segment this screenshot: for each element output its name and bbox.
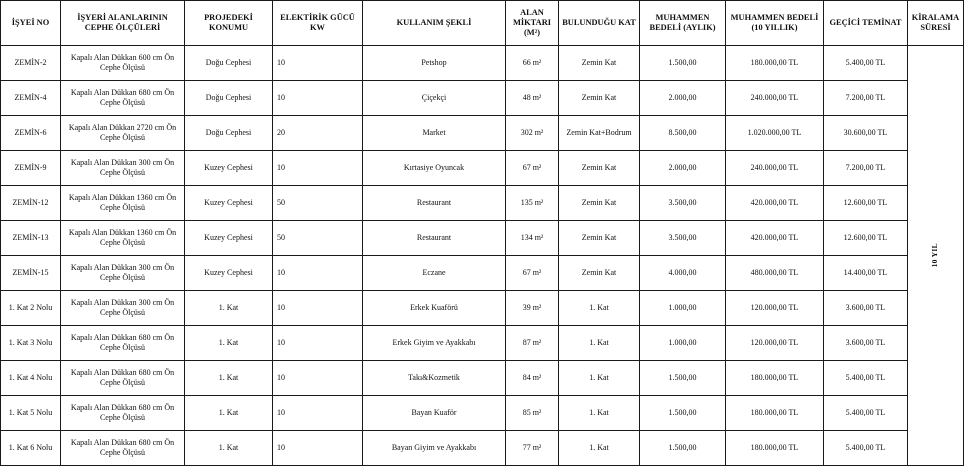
cell-monthly: 1.500,00 <box>640 46 726 81</box>
cell-deposit: 12.600,00 TL <box>824 221 908 256</box>
cell-position: 1. Kat <box>185 431 273 466</box>
cell-position: Doğu Cephesi <box>185 46 273 81</box>
table-row <box>1 151 964 186</box>
cell-unit-no: 1. Kat 6 Nolu <box>1 431 61 466</box>
cell-area-desc: Kapalı Alan Dükkan 680 cm Ön Cephe Ölçüsü <box>61 361 185 396</box>
table-row <box>1 256 964 291</box>
cell-area-desc: Kapalı Alan Dükkan 680 cm Ön Cephe Ölçüsü <box>61 431 185 466</box>
cell-usage: Erkek Kuaförü <box>363 291 506 326</box>
cell-floor: Zemin Kat <box>559 46 640 81</box>
cell-ten-year: 1.020.000,00 TL <box>726 116 824 151</box>
cell-position: Kuzey Cephesi <box>185 186 273 221</box>
cell-deposit: 12.600,00 TL <box>824 186 908 221</box>
cell-monthly: 3.500,00 <box>640 186 726 221</box>
cell-position: Kuzey Cephesi <box>185 221 273 256</box>
cell-size: 67 m² <box>506 256 559 291</box>
header-area-desc: İŞYERİ ALANLARININ CEPHE ÖLÇÜLERİ <box>61 1 185 46</box>
table-row <box>1 291 964 326</box>
cell-ten-year: 180.000,00 TL <box>726 46 824 81</box>
cell-power: 10 <box>273 46 363 81</box>
cell-unit-no: 1. Kat 4 Nolu <box>1 361 61 396</box>
cell-size: 85 m² <box>506 396 559 431</box>
cell-monthly: 2.000,00 <box>640 81 726 116</box>
cell-power: 10 <box>273 431 363 466</box>
header-row <box>1 1 964 46</box>
header-power: ELEKTİRİK GÜCÜ KW <box>273 1 363 46</box>
cell-lease-period <box>908 46 964 466</box>
table-row <box>1 326 964 361</box>
cell-ten-year: 180.000,00 TL <box>726 361 824 396</box>
cell-size: 67 m² <box>506 151 559 186</box>
cell-unit-no: ZEMİN-2 <box>1 46 61 81</box>
header-usage: KULLANIM ŞEKLİ <box>363 1 506 46</box>
cell-deposit: 3.600,00 TL <box>824 326 908 361</box>
cell-power: 10 <box>273 256 363 291</box>
cell-power: 10 <box>273 291 363 326</box>
cell-size: 39 m² <box>506 291 559 326</box>
cell-unit-no: 1. Kat 2 Nolu <box>1 291 61 326</box>
cell-monthly: 4.000,00 <box>640 256 726 291</box>
cell-monthly: 1.000,00 <box>640 326 726 361</box>
table-row <box>1 81 964 116</box>
cell-usage: Restaurant <box>363 221 506 256</box>
cell-usage: Bayan Kuaför <box>363 396 506 431</box>
cell-unit-no: ZEMİN-4 <box>1 81 61 116</box>
cell-usage: Çiçekçi <box>363 81 506 116</box>
cell-monthly: 2.000,00 <box>640 151 726 186</box>
cell-power: 50 <box>273 186 363 221</box>
cell-power: 10 <box>273 151 363 186</box>
cell-area-desc: Kapalı Alan Dükkan 680 cm Ön Cephe Ölçüsü <box>61 396 185 431</box>
cell-unit-no: 1. Kat 5 Nolu <box>1 396 61 431</box>
cell-position: Doğu Cephesi <box>185 116 273 151</box>
cell-size: 134 m² <box>506 221 559 256</box>
cell-unit-no: 1. Kat 3 Nolu <box>1 326 61 361</box>
cell-monthly: 1.500,00 <box>640 361 726 396</box>
cell-size: 302 m² <box>506 116 559 151</box>
cell-deposit: 5.400,00 TL <box>824 46 908 81</box>
cell-monthly: 1.500,00 <box>640 396 726 431</box>
cell-unit-no: ZEMİN-9 <box>1 151 61 186</box>
cell-position: Kuzey Cephesi <box>185 256 273 291</box>
cell-position: 1. Kat <box>185 361 273 396</box>
cell-size: 48 m² <box>506 81 559 116</box>
cell-ten-year: 420.000,00 TL <box>726 221 824 256</box>
table-body <box>1 46 964 466</box>
cell-power: 10 <box>273 326 363 361</box>
cell-unit-no: ZEMİN-12 <box>1 186 61 221</box>
cell-usage: Eczane <box>363 256 506 291</box>
cell-ten-year: 480.000,00 TL <box>726 256 824 291</box>
cell-monthly: 3.500,00 <box>640 221 726 256</box>
cell-position: 1. Kat <box>185 291 273 326</box>
header-monthly: MUHAMMEN BEDELİ (AYLIK) <box>640 1 726 46</box>
cell-power: 50 <box>273 221 363 256</box>
lease-period-text: 10 YIL <box>930 243 940 268</box>
cell-floor: 1. Kat <box>559 291 640 326</box>
cell-monthly: 1.000,00 <box>640 291 726 326</box>
table-row <box>1 46 964 81</box>
header-period: KİRALAMA SÜRESİ <box>908 1 964 46</box>
cell-area-desc: Kapalı Alan Dükkan 1360 cm Ön Cephe Ölçüsü <box>61 221 185 256</box>
cell-deposit: 5.400,00 TL <box>824 396 908 431</box>
cell-ten-year: 120.000,00 TL <box>726 291 824 326</box>
cell-deposit: 30.600,00 TL <box>824 116 908 151</box>
cell-floor: 1. Kat <box>559 326 640 361</box>
cell-power: 10 <box>273 396 363 431</box>
cell-unit-no: ZEMİN-6 <box>1 116 61 151</box>
cell-area-desc: Kapalı Alan Dükkan 1360 cm Ön Cephe Ölçüsü <box>61 186 185 221</box>
table-row <box>1 221 964 256</box>
cell-ten-year: 180.000,00 TL <box>726 431 824 466</box>
cell-deposit: 7.200,00 TL <box>824 81 908 116</box>
cell-floor: Zemin Kat <box>559 221 640 256</box>
header-deposit: GEÇİCİ TEMİNAT <box>824 1 908 46</box>
cell-size: 87 m² <box>506 326 559 361</box>
cell-monthly: 8.500,00 <box>640 116 726 151</box>
table-row <box>1 361 964 396</box>
cell-deposit: 5.400,00 TL <box>824 361 908 396</box>
cell-power: 20 <box>273 116 363 151</box>
cell-deposit: 14.400,00 TL <box>824 256 908 291</box>
cell-ten-year: 420.000,00 TL <box>726 186 824 221</box>
header-floor: BULUNDUĞU KAT <box>559 1 640 46</box>
table-row <box>1 396 964 431</box>
cell-ten-year: 240.000,00 TL <box>726 151 824 186</box>
cell-area-desc: Kapalı Alan Dükkan 2720 cm Ön Cephe Ölçüsü <box>61 116 185 151</box>
header-ten-year: MUHAMMEN BEDELİ (10 YILLIK) <box>726 1 824 46</box>
table-row <box>1 431 964 466</box>
cell-floor: 1. Kat <box>559 361 640 396</box>
cell-usage: Kırtasiye Oyuncak <box>363 151 506 186</box>
cell-floor: 1. Kat <box>559 431 640 466</box>
cell-monthly: 1.500,00 <box>640 431 726 466</box>
header-unit-no: İŞYEİ NO <box>1 1 61 46</box>
cell-power: 10 <box>273 81 363 116</box>
cell-position: 1. Kat <box>185 326 273 361</box>
cell-floor: Zemin Kat <box>559 186 640 221</box>
cell-floor: Zemin Kat <box>559 256 640 291</box>
cell-usage: Petshop <box>363 46 506 81</box>
cell-size: 135 m² <box>506 186 559 221</box>
cell-usage: Erkek Giyim ve Ayakkabı <box>363 326 506 361</box>
cell-usage: Market <box>363 116 506 151</box>
cell-floor: Zemin Kat <box>559 81 640 116</box>
cell-position: Doğu Cephesi <box>185 81 273 116</box>
cell-ten-year: 240.000,00 TL <box>726 81 824 116</box>
cell-area-desc: Kapalı Alan Dükkan 600 cm Ön Cephe Ölçüsü <box>61 46 185 81</box>
cell-size: 66 m² <box>506 46 559 81</box>
cell-area-desc: Kapalı Alan Dükkan 680 cm Ön Cephe Ölçüsü <box>61 326 185 361</box>
cell-usage: Takı&Kozmetik <box>363 361 506 396</box>
cell-unit-no: ZEMİN-13 <box>1 221 61 256</box>
cell-size: 84 m² <box>506 361 559 396</box>
cell-floor: Zemin Kat <box>559 151 640 186</box>
cell-size: 77 m² <box>506 431 559 466</box>
cell-power: 10 <box>273 361 363 396</box>
cell-ten-year: 180.000,00 TL <box>726 396 824 431</box>
cell-ten-year: 120.000,00 TL <box>726 326 824 361</box>
cell-floor: 1. Kat <box>559 396 640 431</box>
cell-deposit: 7.200,00 TL <box>824 151 908 186</box>
cell-area-desc: Kapalı Alan Dükkan 300 cm Ön Cephe Ölçüsü <box>61 291 185 326</box>
header-position: PROJEDEKİ KONUMU <box>185 1 273 46</box>
header-size: ALAN MİKTARI (M²) <box>506 1 559 46</box>
cell-unit-no: ZEMİN-15 <box>1 256 61 291</box>
cell-position: 1. Kat <box>185 396 273 431</box>
cell-usage: Restaurant <box>363 186 506 221</box>
cell-usage: Bayan Giyim ve Ayakkabı <box>363 431 506 466</box>
cell-floor: Zemin Kat+Bodrum <box>559 116 640 151</box>
cell-area-desc: Kapalı Alan Dükkan 680 cm Ön Cephe Ölçüsü <box>61 81 185 116</box>
table-row <box>1 116 964 151</box>
cell-position: Kuzey Cephesi <box>185 151 273 186</box>
table-row <box>1 186 964 221</box>
cell-area-desc: Kapalı Alan Dükkan 300 cm Ön Cephe Ölçüsü <box>61 256 185 291</box>
cell-deposit: 3.600,00 TL <box>824 291 908 326</box>
cell-deposit: 5.400,00 TL <box>824 431 908 466</box>
cell-area-desc: Kapalı Alan Dükkan 300 cm Ön Cephe Ölçüsü <box>61 151 185 186</box>
